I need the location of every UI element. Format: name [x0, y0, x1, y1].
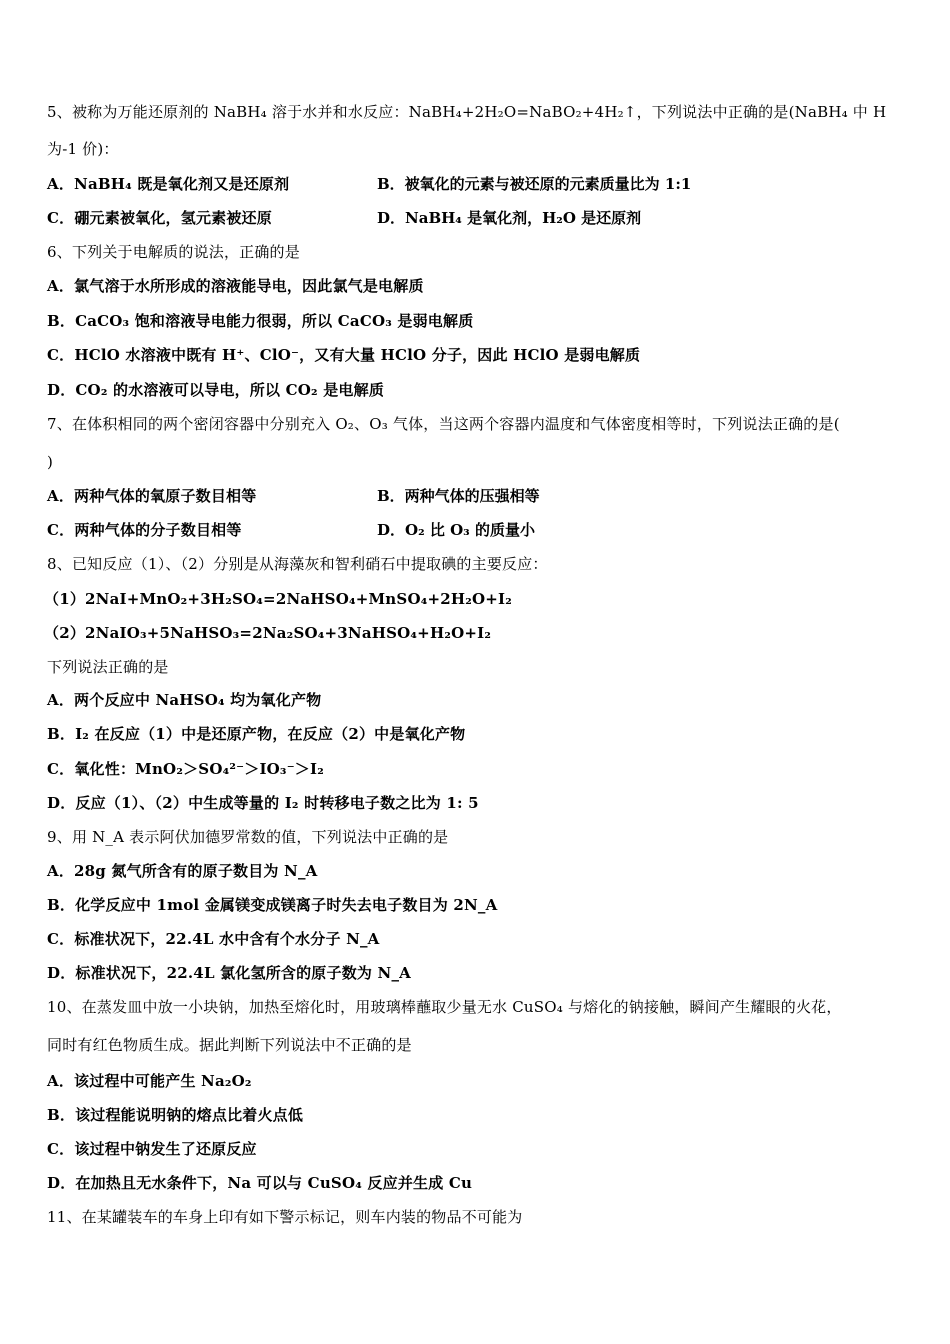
q5-option-b: B．被氧化的元素与被还原的元素质量比为 1:1	[377, 175, 692, 193]
q7-option-c: C．两种气体的分子数目相等	[47, 521, 242, 539]
q7-stem-line2: )	[47, 453, 54, 471]
q6-stem: 6、下列关于电解质的说法，正确的是	[47, 243, 300, 261]
q5-stem-line2: 为-1 价)：	[47, 140, 119, 158]
q9-option-a: A．28g 氮气所含有的原子数目为 N_A	[47, 862, 318, 880]
q5-stem-line1: 5、被称为万能还原剂的 NaBH₄ 溶于水并和水反应：NaBH₄+2H₂O=NaBO₂+4H₂↑，下列说法中正确的是(NaBH₄ 中 H	[47, 103, 887, 121]
q9-option-b: B．化学反应中 1mol 金属镁变成镁离子时失去电子数目为 2N_A	[47, 896, 498, 914]
q10-stem-line1: 10、在蒸发皿中放一小块钠，加热至熔化时，用玻璃棒蘸取少量无水 CuSO₄ 与熔化的钠接触，瞬间产生耀眼的火花，	[47, 998, 842, 1016]
q8-option-d: D．反应（1）、（2）中生成等量的 I₂ 时转移电子数之比为 1: 5	[47, 794, 479, 812]
q5-option-d: D．NaBH₄ 是氧化剂，H₂O 是还原剂	[377, 209, 642, 227]
q6-option-c: C．HClO 水溶液中既有 H⁺、ClO⁻，又有大量 HClO 分子，因此 HClO 是弱电解质	[47, 346, 641, 364]
q6-option-b: B．CaCO₃ 饱和溶液导电能力很弱，所以 CaCO₃ 是弱电解质	[47, 312, 474, 330]
q10-option-d: D．在加热且无水条件下，Na 可以与 CuSO₄ 反应并生成 Cu	[47, 1174, 473, 1192]
q9-option-d: D．标准状况下，22.4L 氯化氢所含的原子数为 N_A	[47, 964, 411, 982]
q8-option-a: A．两个反应中 NaHSO₄ 均为氧化产物	[47, 691, 322, 709]
q11-stem: 11、在某罐装车的车身上印有如下警示标记，则车内装的物品不可能为	[47, 1208, 523, 1226]
q10-stem-line2: 同时有红色物质生成。据此判断下列说法中不正确的是	[47, 1036, 412, 1054]
q8-ask: 下列说法正确的是	[47, 658, 169, 676]
q8-option-c: C．氧化性：MnO₂＞SO₄²⁻＞IO₃⁻＞I₂	[47, 760, 324, 778]
q8-stem: 8、已知反应（1）、（2）分别是从海藻灰和智利硝石中提取碘的主要反应：	[47, 555, 548, 573]
q6-option-d: D．CO₂ 的水溶液可以导电，所以 CO₂ 是电解质	[47, 381, 385, 399]
q5-option-a: A．NaBH₄ 既是氧化剂又是还原剂	[47, 175, 290, 193]
q7-option-a: A．两种气体的氧原子数目相等	[47, 487, 257, 505]
q7-option-d: D．O₂ 比 O₃ 的质量小	[377, 521, 535, 539]
q9-option-c: C．标准状况下，22.4L 水中含有个水分子 N_A	[47, 930, 380, 948]
q10-option-b: B．该过程能说明钠的熔点比着火点低	[47, 1106, 304, 1124]
q7-option-b: B．两种气体的压强相等	[377, 487, 540, 505]
q9-stem: 9、用 N_A 表示阿伏加德罗常数的值，下列说法中正确的是	[47, 828, 449, 846]
q10-option-c: C．该过程中钠发生了还原反应	[47, 1140, 257, 1158]
q6-option-a: A．氯气溶于水所形成的溶液能导电，因此氯气是电解质	[47, 277, 424, 295]
q5-option-c: C．硼元素被氧化，氢元素被还原	[47, 209, 272, 227]
q7-stem-line1: 7、在体积相同的两个密闭容器中分别充入 O₂、O₃ 气体，当这两个容器内温度和气体密度相等时，下列说法正确的是(	[47, 415, 840, 433]
q8-option-b: B．I₂ 在反应（1）中是还原产物，在反应（2）中是氧化产物	[47, 725, 466, 743]
q10-option-a: A．该过程中可能产生 Na₂O₂	[47, 1072, 252, 1090]
q8-reaction-1: （1）2NaI+MnO₂+3H₂SO₄=2NaHSO₄+MnSO₄+2H₂O+I₂	[44, 590, 513, 608]
q8-reaction-2: （2）2NaIO₃+5NaHSO₃=2Na₂SO₄+3NaHSO₄+H₂O+I₂	[44, 624, 492, 642]
